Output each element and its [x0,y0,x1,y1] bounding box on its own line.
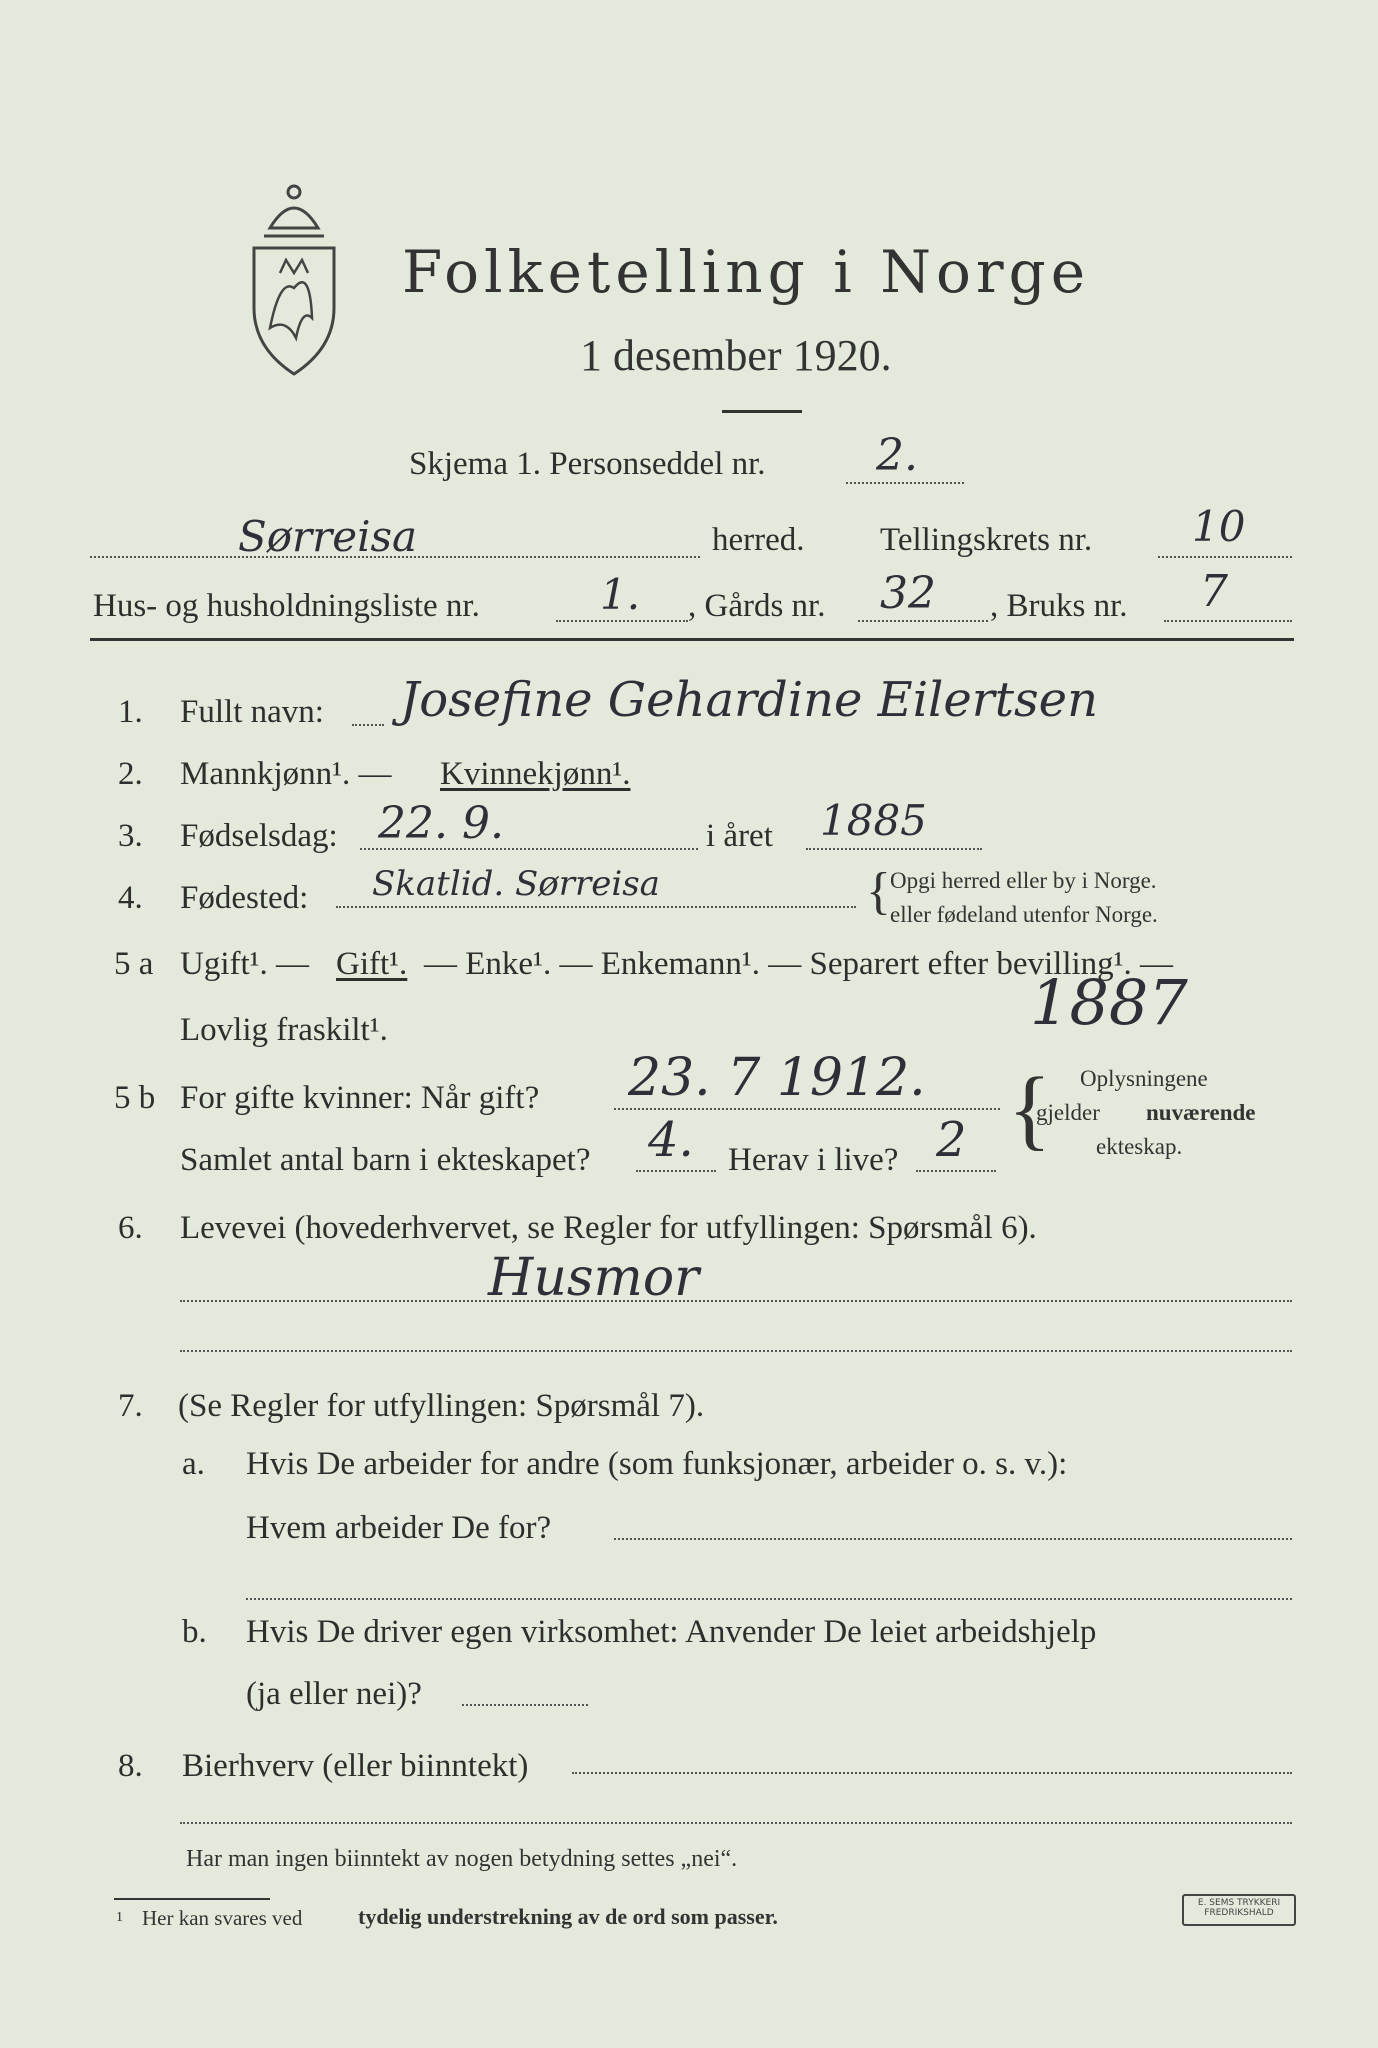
q6-label: Levevei (hovederhvervet, se Regler for utfyllingen: Spørsmål 6). [180,1210,1037,1246]
q6-line1 [180,1300,1292,1302]
q7-number: 7. [118,1388,143,1424]
q4-birthplace-value: Skatlid. Sørreisa [372,864,660,904]
footnote-text: Her kan svares ved [142,1906,303,1930]
q5a-ugift: Ugift¹. — [180,946,310,982]
husliste-label: Hus- og husholdningsliste nr. [93,588,480,624]
q5b-children-value: 4. [648,1112,694,1168]
q5a-handwritten-year: 1887 [1030,966,1188,1039]
schema-number-line [846,482,964,484]
gards-label: , Gårds nr. [688,588,826,624]
q5a-number: 5 a [114,946,154,982]
q5b-children-line [636,1170,716,1172]
tellingskrets-line [1158,556,1292,558]
q3-year-line [806,848,982,850]
q7a-line1 [614,1538,1292,1540]
q7a-text: Hvis De arbeider for andre (som funksjonær, arbeider o. s. v.): [246,1446,1068,1482]
tellingskrets-value: 10 [1192,502,1246,551]
q5b-note-line2a: gjelder [1036,1100,1100,1125]
q5b-alive-value: 2 [936,1112,967,1168]
q5b-label: For gifte kvinner: Når gift? [180,1080,540,1116]
coat-of-arms-icon [240,178,348,378]
q5b-children-label: Samlet antal barn i ekteskapet? [180,1142,591,1178]
q7b-question: (ja eller nei)? [246,1676,422,1712]
q5a-gift-selected: Gift¹. [336,946,408,982]
q8-line2 [180,1822,1292,1824]
q3-year-value: 1885 [820,796,927,845]
q1-name-value: Josefine Gehardine Eilertsen [400,672,1098,728]
husliste-line [556,620,688,622]
q8-number: 8. [118,1748,143,1784]
q1-number: 1. [118,694,143,730]
q7a-line2 [246,1598,1292,1600]
bruks-value: 7 [1200,566,1228,617]
q5a-other-options: — Enke¹. — Enkemann¹. — Separert efter bevilling¹. — [424,946,1174,982]
herred-value: Sørreisa [238,512,418,561]
footnote-mark: 1 [116,1910,123,1925]
herred-label: herred. [712,522,805,558]
footnote-bold-text: tydelig understrekning av de ord som passer. [358,1904,778,1929]
q3-date-value: 22. 9. [378,798,504,849]
q1-line [352,724,384,726]
q4-label: Fødested: [180,880,309,916]
q7a-question: Hvem arbeider De for? [246,1510,552,1546]
income-note: Har man ingen biinntekt av nogen betydning settes „nei“. [186,1846,738,1872]
title-divider [722,410,802,413]
footnote-rule [114,1898,270,1900]
q1-label: Fullt navn: [180,694,324,730]
q7b-text: Hvis De driver egen virksomhet: Anvender De leiet arbeidshjelp [246,1614,1097,1650]
q7a-letter: a. [182,1446,205,1482]
census-date: 1 desember 1920. [580,331,892,380]
q5b-number: 5 b [114,1080,156,1116]
q3-label: Fødselsdag: [180,818,338,854]
q3-number: 3. [118,818,143,854]
q4-number: 4. [118,880,143,916]
gards-line [858,620,988,622]
q7b-line [462,1704,588,1706]
q5b-alive-line [916,1170,996,1172]
q5b-alive-label: Herav i live? [728,1142,899,1178]
gards-value: 32 [880,568,936,619]
q5b-married-line [614,1108,1000,1110]
tellingskrets-label: Tellingskrets nr. [880,522,1093,558]
form-title: Folketelling i Norge [402,238,1091,306]
q7-label: (Se Regler for utfyllingen: Spørsmål 7). [178,1388,705,1424]
q5a-fraskilt: Lovlig fraskilt¹. [180,1012,388,1048]
q3-year-label: i året [706,818,773,854]
q5b-brace: { [1008,1060,1052,1159]
q4-note-line2: eller fødeland utenfor Norge. [890,902,1158,927]
q4-brace: { [866,863,891,920]
q8-label: Bierhverv (eller biinntekt) [182,1748,529,1784]
q5b-note-line1: Oplysningene [1080,1066,1208,1091]
q2-female-selected: Kvinnekjønn¹. [440,756,631,792]
q2-number: 2. [118,756,143,792]
q4-note-line1: Opgi herred eller by i Norge. [890,868,1157,893]
q8-line1 [572,1772,1292,1774]
q5b-married-value: 23. 7 1912. [628,1048,926,1108]
husliste-value: 1. [600,570,641,619]
header-separator [90,638,1294,641]
schema-number-value: 2. [876,430,918,481]
q6-line2 [180,1350,1292,1352]
schema-label: Skjema 1. Personseddel nr. [409,446,766,482]
q7b-letter: b. [182,1614,207,1650]
q2-male: Mannkjønn¹. — [180,756,392,792]
q4-line [336,906,856,908]
q5b-note-line3: ekteskap. [1096,1134,1183,1159]
q6-number: 6. [118,1210,143,1246]
q6-occupation-value: Husmor [488,1248,699,1308]
printer-stamp: E. SEMS TRYKKERI FREDRIKSHALD [1182,1894,1296,1926]
bruks-label: , Bruks nr. [990,588,1128,624]
q5b-note-line2b: nuværende [1146,1100,1256,1125]
bruks-line [1164,620,1292,622]
